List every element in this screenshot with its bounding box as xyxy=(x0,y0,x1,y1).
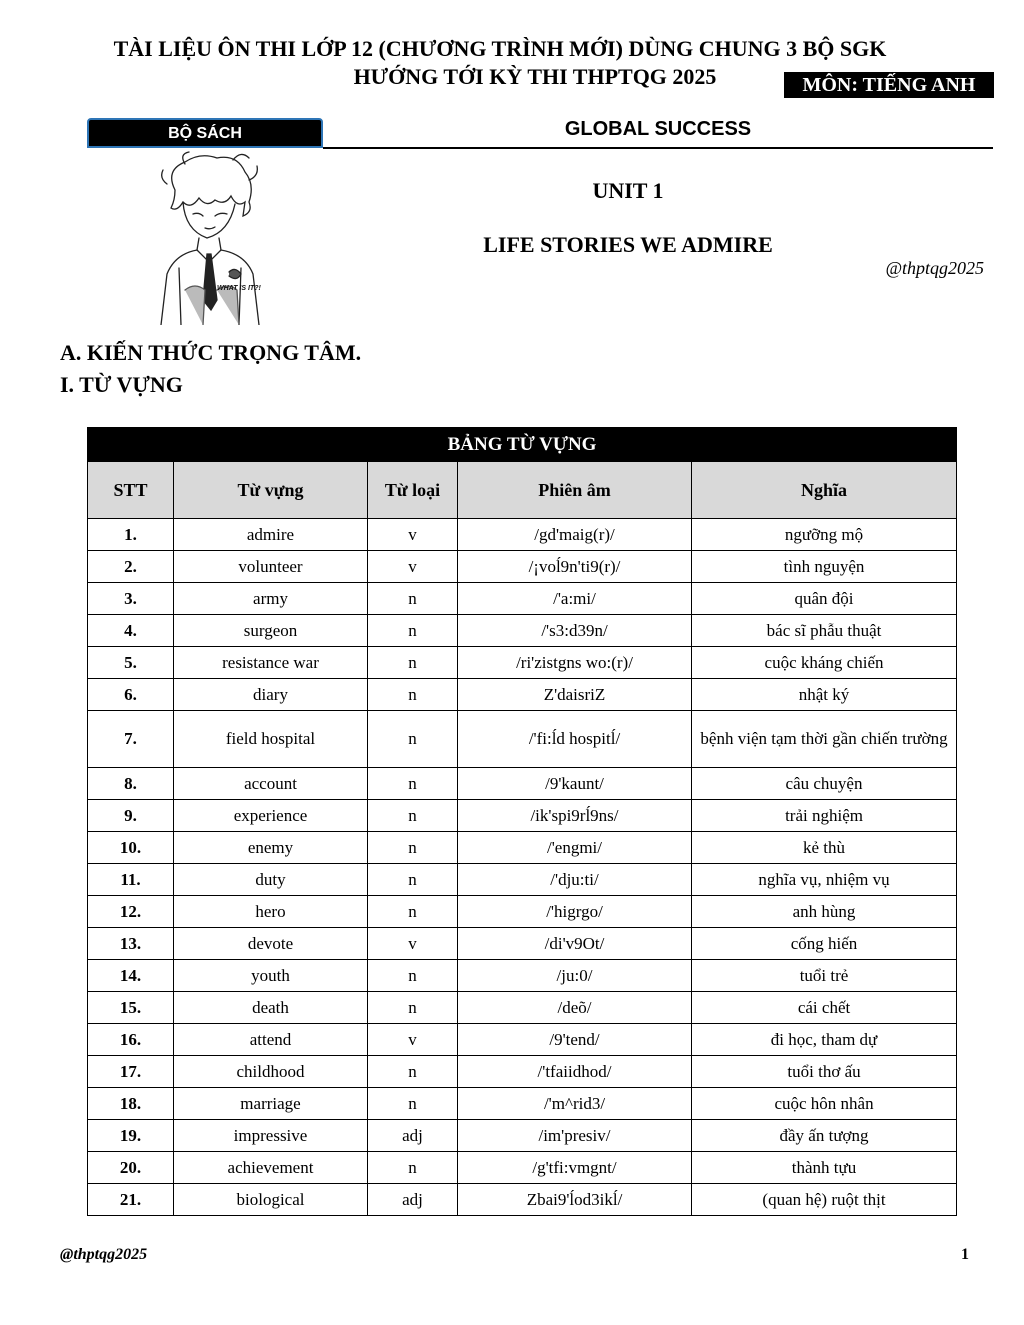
word-cell: childhood xyxy=(174,1056,368,1088)
word-cell: impressive xyxy=(174,1120,368,1152)
word-cell: duty xyxy=(174,864,368,896)
meaning-cell: nhật ký xyxy=(692,679,957,711)
section-heading-i: I. TỪ VỰNG xyxy=(60,372,183,397)
row-number: 1. xyxy=(88,519,174,551)
meaning-cell: bệnh viện tạm thời gần chiến trường xyxy=(692,711,957,768)
meaning-cell: (quan hệ) ruột thịt xyxy=(692,1184,957,1216)
ipa-cell: /ju:0/ xyxy=(458,960,692,992)
column-header-ipa: Phiên âm xyxy=(458,462,692,519)
book-series-tab: BỘ SÁCH xyxy=(87,118,323,148)
table-row xyxy=(88,800,957,832)
word-cell: youth xyxy=(174,960,368,992)
subject-badge: MÔN: TIẾNG ANH xyxy=(784,72,994,98)
ipa-cell: /'dju:ti/ xyxy=(458,864,692,896)
table-caption: BẢNG TỪ VỰNG xyxy=(88,428,957,462)
table-row xyxy=(88,583,957,615)
ipa-cell: Z'daisriZ xyxy=(458,679,692,711)
ipa-cell: /'a:mi/ xyxy=(458,583,692,615)
word-cell: enemy xyxy=(174,832,368,864)
word-cell: death xyxy=(174,992,368,1024)
word-cell: marriage xyxy=(174,1088,368,1120)
pos-cell: v xyxy=(368,519,458,551)
table-row xyxy=(88,928,957,960)
pos-cell: n xyxy=(368,615,458,647)
pos-cell: n xyxy=(368,679,458,711)
column-header-meaning: Nghĩa xyxy=(692,462,957,519)
row-number: 10. xyxy=(88,832,174,864)
ipa-cell: /g'tfi:vmgnt/ xyxy=(458,1152,692,1184)
meaning-cell: trải nghiệm xyxy=(692,800,957,832)
table-row xyxy=(88,647,957,679)
table-row xyxy=(88,864,957,896)
shirt-text: WHAT IS IT?! xyxy=(217,285,261,292)
ipa-cell: /deõ/ xyxy=(458,992,692,1024)
table-row xyxy=(88,1152,957,1184)
ipa-cell: /9'tend/ xyxy=(458,1024,692,1056)
row-number: 19. xyxy=(88,1120,174,1152)
ipa-cell: /ik'spi9rĺ9ns/ xyxy=(458,800,692,832)
row-number: 8. xyxy=(88,768,174,800)
ipa-cell: /'higrgo/ xyxy=(458,896,692,928)
anime-boy-illustration xyxy=(145,150,275,325)
table-row xyxy=(88,768,957,800)
table-row xyxy=(88,519,957,551)
table-row xyxy=(88,1120,957,1152)
ipa-cell: /'s3:d39n/ xyxy=(458,615,692,647)
meaning-cell: câu chuyện xyxy=(692,768,957,800)
table-row xyxy=(88,1056,957,1088)
pos-cell: n xyxy=(368,800,458,832)
header-divider xyxy=(323,147,993,149)
row-number: 17. xyxy=(88,1056,174,1088)
pos-cell: n xyxy=(368,711,458,768)
meaning-cell: cống hiến xyxy=(692,928,957,960)
ipa-cell: /di'v9Ot/ xyxy=(458,928,692,960)
word-cell: experience xyxy=(174,800,368,832)
pos-cell: v xyxy=(368,1024,458,1056)
row-number: 7. xyxy=(88,711,174,768)
pos-cell: n xyxy=(368,896,458,928)
word-cell: admire xyxy=(174,519,368,551)
table-row xyxy=(88,679,957,711)
meaning-cell: đầy ấn tượng xyxy=(692,1120,957,1152)
table-row xyxy=(88,832,957,864)
table-row xyxy=(88,896,957,928)
ipa-cell: /'fi:ĺd hospitĺ/ xyxy=(458,711,692,768)
row-number: 5. xyxy=(88,647,174,679)
table-row xyxy=(88,551,957,583)
meaning-cell: cái chết xyxy=(692,992,957,1024)
word-cell: diary xyxy=(174,679,368,711)
word-cell: army xyxy=(174,583,368,615)
meaning-cell: bác sĩ phẫu thuật xyxy=(692,615,957,647)
row-number: 21. xyxy=(88,1184,174,1216)
row-number: 12. xyxy=(88,896,174,928)
ipa-cell: /'m^rid3/ xyxy=(458,1088,692,1120)
vocabulary-table xyxy=(87,427,957,1216)
pos-cell: n xyxy=(368,1152,458,1184)
row-number: 9. xyxy=(88,800,174,832)
footer-handle: @thptqg2025 xyxy=(60,1246,148,1263)
column-header-pos: Từ loại xyxy=(368,462,458,519)
ipa-cell: /im'presiv/ xyxy=(458,1120,692,1152)
meaning-cell: thành tựu xyxy=(692,1152,957,1184)
pos-cell: n xyxy=(368,768,458,800)
pos-cell: adj xyxy=(368,1120,458,1152)
row-number: 13. xyxy=(88,928,174,960)
meaning-cell: anh hùng xyxy=(692,896,957,928)
table-row xyxy=(88,1184,957,1216)
row-number: 15. xyxy=(88,992,174,1024)
row-number: 2. xyxy=(88,551,174,583)
ipa-cell: Zbai9'ĺod3ikĺ/ xyxy=(458,1184,692,1216)
pos-cell: v xyxy=(368,928,458,960)
word-cell: surgeon xyxy=(174,615,368,647)
pos-cell: n xyxy=(368,583,458,615)
table-row xyxy=(88,1024,957,1056)
row-number: 4. xyxy=(88,615,174,647)
table-row xyxy=(88,1088,957,1120)
row-number: 16. xyxy=(88,1024,174,1056)
word-cell: field hospital xyxy=(174,711,368,768)
meaning-cell: quân đội xyxy=(692,583,957,615)
row-number: 14. xyxy=(88,960,174,992)
unit-title: LIFE STORIES WE ADMIRE xyxy=(483,232,773,257)
vocabulary-table-body xyxy=(88,519,957,1216)
ipa-cell: /9'kaunt/ xyxy=(458,768,692,800)
word-cell: hero xyxy=(174,896,368,928)
pos-cell: n xyxy=(368,832,458,864)
pos-cell: n xyxy=(368,864,458,896)
word-cell: account xyxy=(174,768,368,800)
word-cell: attend xyxy=(174,1024,368,1056)
book-title: GLOBAL SUCCESS xyxy=(564,118,752,140)
pos-cell: adj xyxy=(368,1184,458,1216)
document-title-line-2: HƯỚNG TỚI KỲ THI THPTQG 2025 xyxy=(353,64,717,89)
column-header-word: Từ vựng xyxy=(174,462,368,519)
row-number: 18. xyxy=(88,1088,174,1120)
pos-cell: n xyxy=(368,960,458,992)
meaning-cell: tuổi trẻ xyxy=(692,960,957,992)
pos-cell: n xyxy=(368,992,458,1024)
meaning-cell: kẻ thù xyxy=(692,832,957,864)
column-header-stt: STT xyxy=(88,462,174,519)
ipa-cell: /'engmi/ xyxy=(458,832,692,864)
pos-cell: n xyxy=(368,1088,458,1120)
word-cell: volunteer xyxy=(174,551,368,583)
ipa-cell: /gd'maig(r)/ xyxy=(458,519,692,551)
ipa-cell: /ri'zistgns wo:(r)/ xyxy=(458,647,692,679)
table-row xyxy=(88,992,957,1024)
word-cell: resistance war xyxy=(174,647,368,679)
document-title-line-1: TÀI LIỆU ÔN THI LỚP 12 (CHƯƠNG TRÌNH MỚI) DÙNG CHUNG 3 BỘ SGK xyxy=(113,36,887,61)
word-cell: devote xyxy=(174,928,368,960)
pos-cell: n xyxy=(368,1056,458,1088)
author-handle: @thptqg2025 xyxy=(885,258,984,278)
table-row xyxy=(88,960,957,992)
ipa-cell: /'tfaiidhod/ xyxy=(458,1056,692,1088)
meaning-cell: nghĩa vụ, nhiệm vụ xyxy=(692,864,957,896)
ipa-cell: /¡voĺ9n'ti9(r)/ xyxy=(458,551,692,583)
meaning-cell: cuộc kháng chiến xyxy=(692,647,957,679)
table-row xyxy=(88,711,957,768)
meaning-cell: cuộc hôn nhân xyxy=(692,1088,957,1120)
pos-cell: n xyxy=(368,647,458,679)
row-number: 3. xyxy=(88,583,174,615)
unit-number: UNIT 1 xyxy=(592,178,664,203)
meaning-cell: đi học, tham dự xyxy=(692,1024,957,1056)
word-cell: achievement xyxy=(174,1152,368,1184)
section-heading-a: A. KIẾN THỨC TRỌNG TÂM. xyxy=(60,340,362,365)
meaning-cell: tình nguyện xyxy=(692,551,957,583)
page-number: 1 xyxy=(961,1246,969,1263)
pos-cell: v xyxy=(368,551,458,583)
row-number: 6. xyxy=(88,679,174,711)
meaning-cell: ngưỡng mộ xyxy=(692,519,957,551)
row-number: 20. xyxy=(88,1152,174,1184)
word-cell: biological xyxy=(174,1184,368,1216)
row-number: 11. xyxy=(88,864,174,896)
table-row xyxy=(88,615,957,647)
meaning-cell: tuổi thơ ấu xyxy=(692,1056,957,1088)
